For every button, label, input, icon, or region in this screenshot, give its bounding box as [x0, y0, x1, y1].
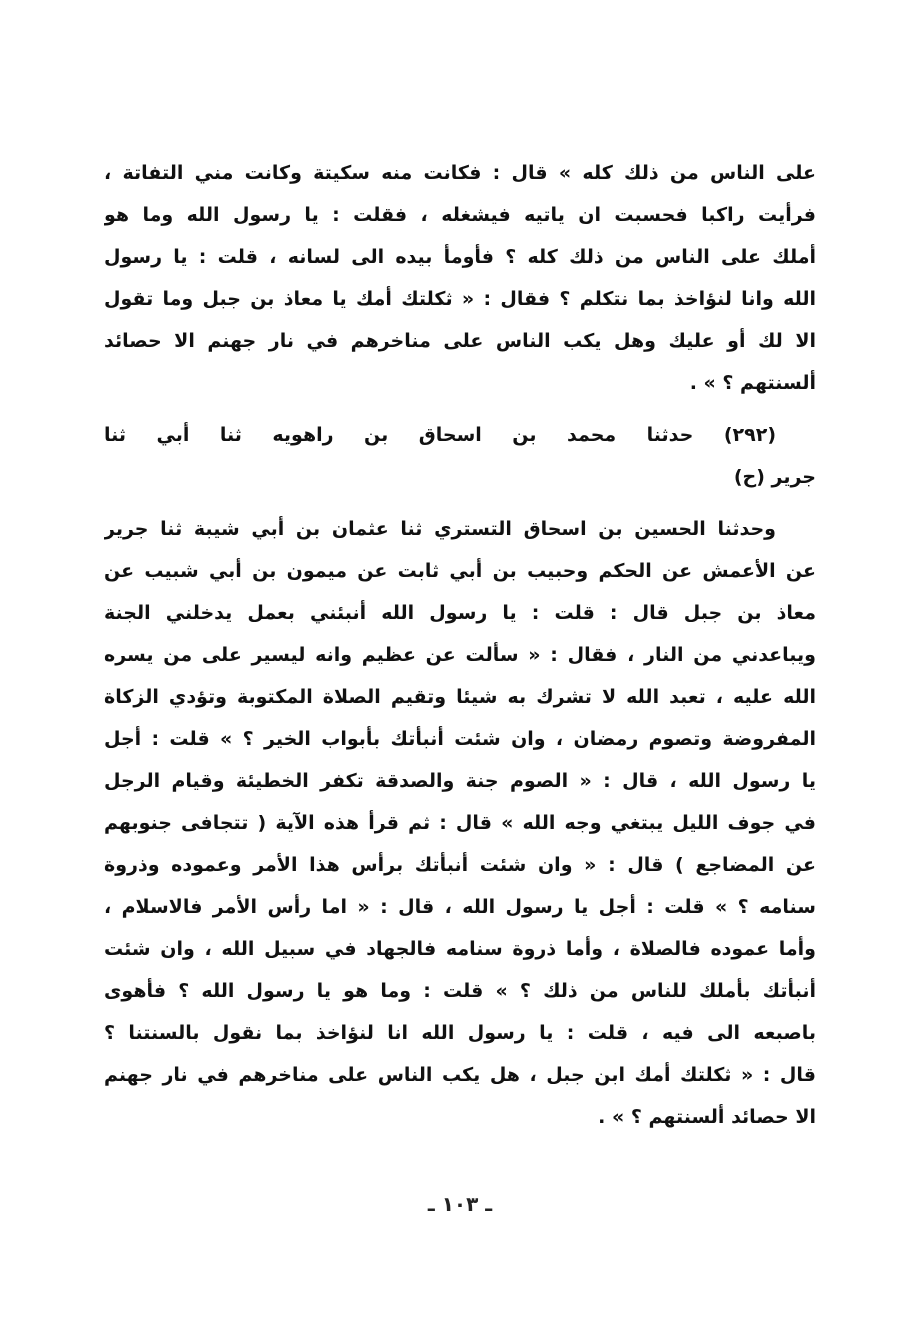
text-line: الله وانا لنؤاخذ بما نتكلم ؟ فقال : « ثكلتك أمك يا معاذ بن جبل وما تقول — [104, 288, 816, 310]
text-line: ألسنتهم ؟ » . — [689, 372, 816, 394]
page-number: ـ ١٠٣ ـ — [427, 1192, 493, 1216]
text-line: يا رسول الله ، قال : « الصوم جنة والصدقة تكفر الخطيئة وقيام الرجل — [104, 770, 816, 792]
paragraph-hadith-292-text — [104, 508, 816, 1138]
text-line: ويباعدني من النار ، فقال : « سألت عن عظيم وانه ليسير على من يسره — [104, 644, 816, 666]
paragraph-hadith-292-chain — [104, 414, 816, 498]
text-line: (٢٩٢) حدثنا محمد بن اسحاق بن راهويه ثنا أبي ثنا — [104, 424, 776, 446]
text-line: الا حصائد ألسنتهم ؟ » . — [598, 1106, 816, 1128]
text-line: المفروضة وتصوم رمضان ، وان شئت أنبأتك بأبواب الخير ؟ » قلت : أجل — [104, 728, 816, 750]
text-line: وأما عموده فالصلاة ، وأما ذروة سنامه فالجهاد في سبيل الله ، وان شئت — [104, 938, 816, 960]
text-line: باصبعه الى فيه ، قلت : يا رسول الله انا لنؤاخذ بما نقول بالسنتنا ؟ — [104, 1022, 816, 1044]
text-line: جرير (ح) — [733, 466, 816, 488]
text-line: قال : « ثكلتك أمك ابن جبل ، هل يكب الناس على مناخرهم في نار جهنم — [104, 1064, 816, 1086]
text-line: في جوف الليل يبتغي وجه الله » قال : ثم قرأ هذه الآية ( تتجافى جنوبهم — [104, 812, 816, 834]
text-line: الله عليه ، تعبد الله لا تشرك به شيئا وتقيم الصلاة المكتوبة وتؤدي الزكاة — [104, 686, 816, 708]
text-line: معاذ بن جبل قال : قلت : يا رسول الله أنبئني بعمل يدخلني الجنة — [104, 602, 816, 624]
text-line: وحدثنا الحسين بن اسحاق التستري ثنا عثمان بن أبي شيبة ثنا جرير — [104, 518, 776, 540]
text-line: سنامه ؟ » قلت : أجل يا رسول الله ، قال : « اما رأس الأمر فالاسلام ، — [104, 896, 816, 918]
text-line: أنبأتك بأملك للناس من ذلك ؟ » قلت : وما هو يا رسول الله ؟ فأهوى — [104, 980, 816, 1002]
text-line: الا لك أو عليك وهل يكب الناس على مناخرهم في نار جهنم الا حصائد — [104, 330, 816, 352]
paragraph-hadith-continuation — [104, 152, 816, 404]
text-line: عن المضاجع ) قال : « وان شئت أنبأتك برأس هذا الأمر وعموده وذروة — [104, 854, 816, 876]
text-line: على الناس من ذلك كله » قال : فكانت منه سكيتة وكانت مني التفاتة ، — [104, 162, 816, 184]
text-line: عن الأعمش عن الحكم وحبيب بن أبي ثابت عن ميمون بن أبي شبيب عن — [104, 560, 816, 582]
text-line: أملك على الناس من ذلك كله ؟ فأومأ بيده الى لسانه ، قلت : يا رسول — [104, 246, 816, 268]
text-line: فرأيت راكبا فحسبت ان ياتيه فيشغله ، فقلت : يا رسول الله وما هو — [104, 204, 816, 226]
